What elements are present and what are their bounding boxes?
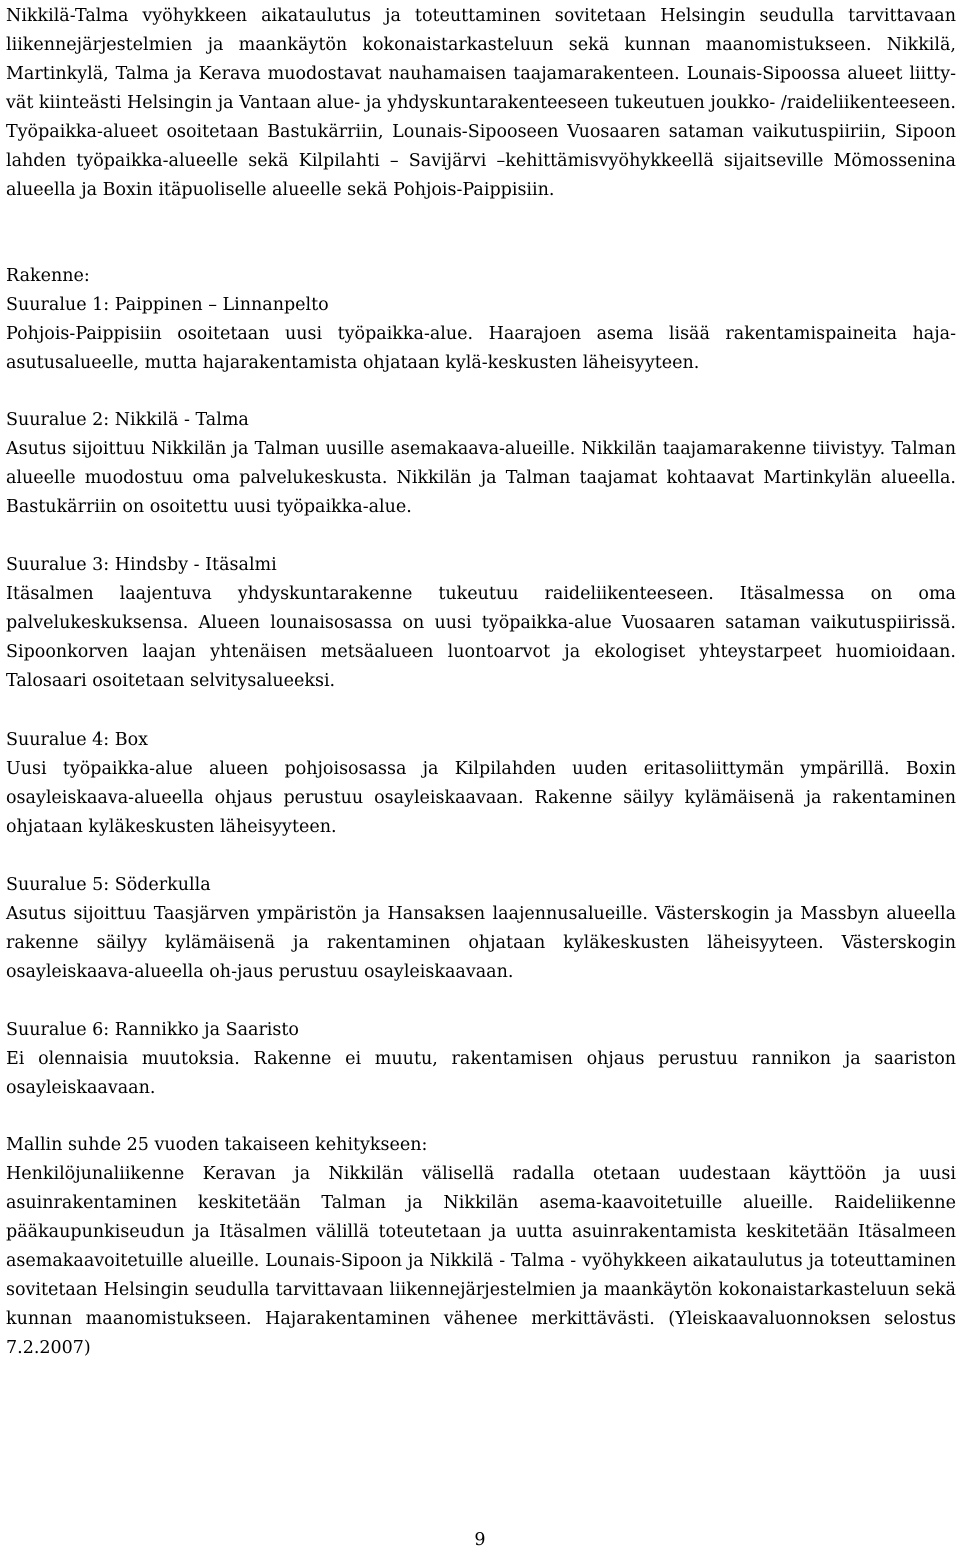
history-paragraph: Henkilöjunaliikenne Keravan ja Nikkilän välisellä radalla otetaan uudestaan käyttöön ja uusi asuinrakentaminen keskitetään Talman ja Nikkilän asema-kaavoitetuille alueille. Raideliikenne pääkaupunkiseudun ja Itäsalmen välillä toteutetaan ja uutta asuinrakentamista keskitetään Itäsalmeen asemakaavoitetuille alueille. Lounais-Sipoon ja Nikkilä - Talma - vyöhykkeen aikataulutus ja toteuttaminen sovitetaan Helsingin seudulla tarvittavaan liikennejärjestelmien ja maankäytön kokonaistarkasteluun sekä kunnan maanomistukseen. Hajarakentaminen vähenee merkittävästi. (Yleiskaavaluonnoksen selostus 7.2.2007) — [6, 1164, 956, 1358]
page-number: 9 — [474, 1530, 486, 1550]
section-text-suuralue-6: Ei olennaisia muutoksia. Rakenne ei muutu, rakentamisen ohjaus perustuu rannikon ja saariston osayleiskaavaan. — [6, 1049, 956, 1098]
section-title-suuralue-5: Suuralue 5: Söderkulla — [6, 875, 211, 895]
section-text-suuralue-4: Uusi työpaikka-alue alueen pohjoisosassa ja Kilpilahden uuden eritasoliittymän ympärillä. Boxin osayleiskaava-alueella ohjaus perustuu osayleiskaavaan. Rakenne säilyy kylämäisenä ja rakentaminen ohjataan kyläkeskusten läheisyyteen. — [6, 759, 956, 837]
history-title: Mallin suhde 25 vuoden takaiseen kehitykseen: — [6, 1135, 428, 1155]
section-text-suuralue-3: Itäsalmen laajentuva yhdyskuntarakenne tukeutuu raideliikenteeseen. Itäsalmessa on oma palvelukeskuksensa. Alueen lounaisosassa on uusi työpaikka-alue Vuosaaren sataman vaikutuspiirissä. Sipoonkorven laajan yhtenäisen metsäalueen luontoarvot ja ekologiset yhteystarpeet huomioidaan. Talosaari osoitetaan selvitysalueeksi. — [6, 584, 956, 691]
section-title-suuralue-1: Suuralue 1: Paippinen – Linnanpelto — [6, 295, 329, 315]
section-text-suuralue-5: Asutus sijoittuu Taasjärven ympäristön ja Hansaksen laajennusalueille. Västerskogin ja Massbyn alueella rakenne säilyy kylämäisenä ja rakentaminen ohjataan kyläkeskusten läheisyyteen. Västerskogin osayleiskaava-alueella oh-jaus perustuu osayleiskaavaan. — [6, 904, 956, 982]
section-text-suuralue-2: Asutus sijoittuu Nikkilän ja Talman uusille asemakaava-alueille. Nikkilän taajamarakenne tiivistyy. Talman alueelle muodostuu oma palvelukeskusta. Nikkilän ja Talman taajamat kohtaavat Martinkylän alueella. Bastukärriin on osoitettu uusi työpaikka-alue. — [6, 439, 956, 517]
section-title-suuralue-3: Suuralue 3: Hindsby - Itäsalmi — [6, 555, 277, 575]
structure-label: Rakenne: — [6, 266, 90, 286]
section-title-suuralue-6: Suuralue 6: Rannikko ja Saaristo — [6, 1020, 299, 1040]
section-text-suuralue-1: Pohjois-Paippisiin osoitetaan uusi työpaikka-alue. Haarajoen asema lisää rakentamispaineita haja-asutusalueelle, mutta hajarakentamista ohjataan kylä-keskusten läheisyyteen. — [6, 324, 956, 373]
section-title-suuralue-2: Suuralue 2: Nikkilä - Talma — [6, 410, 249, 430]
section-title-suuralue-4: Suuralue 4: Box — [6, 730, 148, 750]
intro-paragraph: Nikkilä-Talma vyöhykkeen aikataulutus ja toteuttaminen sovitetaan Helsingin seudulla tarvittavaan liikennejärjestelmien ja maankäytön kokonaistarkasteluun sekä kunnan maanomistukseen. Nikkilä, Martinkylä, Talma ja Kerava muodostavat nauhamaisen taajamarakenteen. Lounais-Sipoossa alueet liitty-vät kiinteästi Helsingin ja Vantaan alue- ja yhdyskuntarakenteeseen tukeutuen joukko- /raideliikenteeseen. Työpaikka-alueet osoitetaan Bastukärriin, Lounais-Sipooseen Vuosaaren sataman vaikutuspiiriin, Sipoon lahden työpaikka-alueelle sekä Kilpilahti – Savijärvi –kehittämisvyöhykkeellä sijaitseville Mömossenina alueella ja Boxin itäpuoliselle alueelle sekä Pohjois-Paippisiin. — [6, 6, 956, 200]
